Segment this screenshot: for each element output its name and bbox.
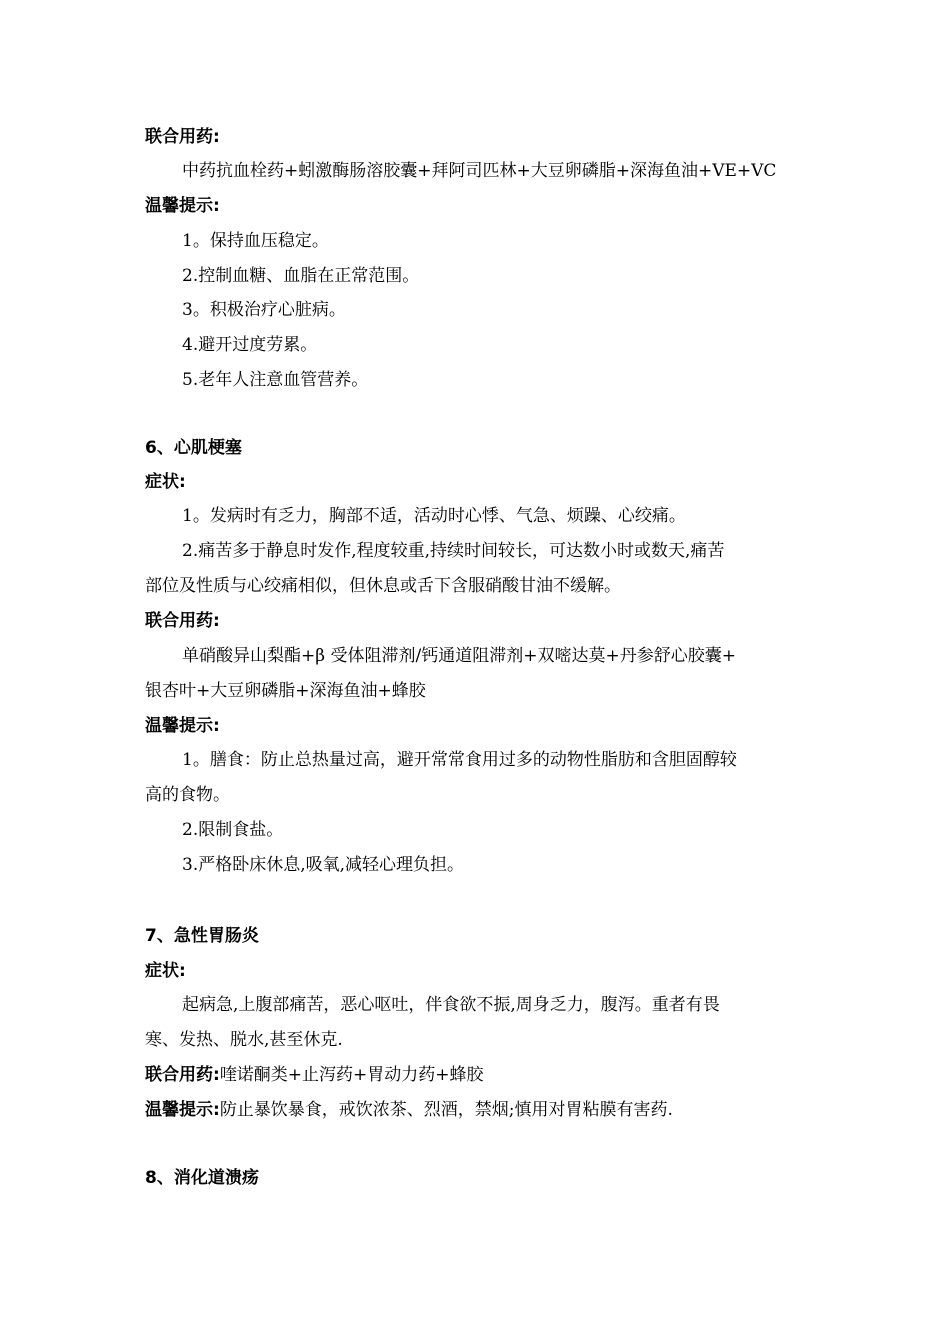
sec6-title: 6、心肌梗塞 bbox=[145, 438, 242, 458]
sec5-combo-text: 中药抗血栓药+蚓激酶肠溶胶囊+拜阿司匹林+大豆卵磷脂+深海鱼油+VE+VC bbox=[182, 161, 777, 181]
sec6-combo-label: 联合用药: bbox=[145, 611, 220, 631]
sec7-symptom-1-cont: 寒、发热、脱水,甚至休克. bbox=[145, 1030, 343, 1050]
sec6-tip-3: 3.严格卧床休息,吸氧,减轻心理负担。 bbox=[182, 855, 465, 875]
sec6-tip-1: 1。膳食：防止总热量过高，避开常常食用过多的动物性脂肪和含胆固醇较 bbox=[182, 750, 737, 770]
sec7-tips-label: 温馨提示: bbox=[145, 1100, 220, 1120]
sec5-tip-3: 3。积极治疗心脏病。 bbox=[182, 300, 346, 320]
sec5-tip-1: 1。保持血压稳定。 bbox=[182, 231, 329, 251]
sec5-tip-5: 5.老年人注意血管营养。 bbox=[182, 370, 369, 390]
sec7-tips-line bbox=[145, 1098, 673, 1122]
sec7-title: 7、急性胃肠炎 bbox=[145, 926, 259, 946]
sec6-symptom-2: 2.痛苦多于静息时发作,程度较重,持续时间较长，可达数小时或数天,痛苦 bbox=[182, 541, 725, 561]
sec5-combo-label: 联合用药: bbox=[145, 127, 220, 147]
sec6-symptom-1: 1。发病时有乏力，胸部不适，活动时心悸、气急、烦躁、心绞痛。 bbox=[182, 506, 686, 526]
sec5-tip-2: 2.控制血糖、血脂在正常范围。 bbox=[182, 266, 420, 286]
sec6-combo-line-2: 银杏叶+大豆卵磷脂+深海鱼油+蜂胶 bbox=[145, 681, 426, 701]
sec6-symptom-label: 症状: bbox=[145, 472, 186, 492]
sec5-tips-label: 温馨提示: bbox=[145, 196, 220, 216]
sec6-tip-1-cont: 高的食物。 bbox=[145, 785, 230, 805]
sec6-symptom-2-cont: 部位及性质与心绞痛相似，但休息或舌下含服硝酸甘油不缓解。 bbox=[145, 576, 621, 596]
sec7-tips-text: 防止暴饮暴食，戒饮浓茶、烈酒，禁烟;慎用对胃粘膜有害药. bbox=[219, 1100, 673, 1120]
sec6-tips-label: 温馨提示: bbox=[145, 716, 220, 736]
sec6-tip-2: 2.限制食盐。 bbox=[182, 820, 284, 840]
sec8-title: 8、消化道溃疡 bbox=[145, 1168, 259, 1188]
sec7-symptom-1: 起病急,上腹部痛苦，恶心呕吐，伴食欲不振,周身乏力，腹泻。重者有畏 bbox=[182, 995, 720, 1015]
sec7-combo-text: 喹诺酮类+止泻药+胃动力药+蜂胶 bbox=[219, 1065, 484, 1085]
sec7-combo-label: 联合用药: bbox=[145, 1065, 220, 1085]
sec7-symptom-label: 症状: bbox=[145, 961, 186, 981]
sec5-tip-4: 4.避开过度劳累。 bbox=[182, 335, 318, 355]
sec6-combo-line-1: 单硝酸异山梨酯+β 受体阻滞剂/钙通道阻滞剂+双嘧达莫+丹参舒心胶囊+ bbox=[182, 646, 736, 666]
sec7-combo-line bbox=[145, 1063, 484, 1087]
